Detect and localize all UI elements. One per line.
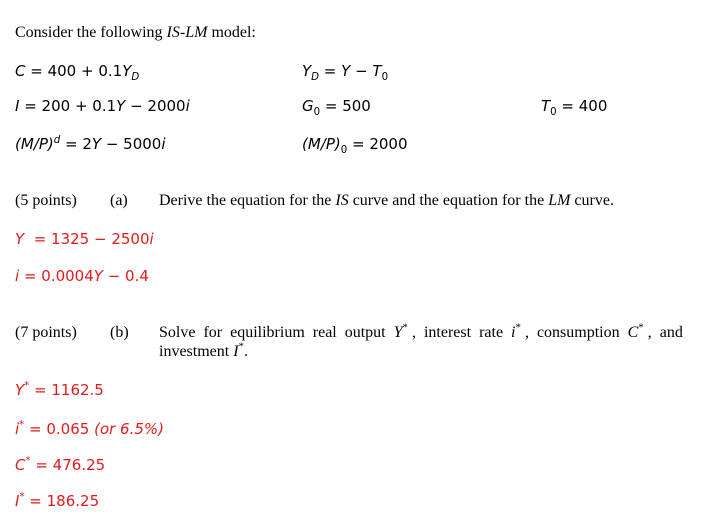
money-supply-equation: $(M/P)_0 = 2000$ <box>302 135 408 156</box>
consumption-equation: $C = 400 + 0.1Y_D$ <box>15 62 140 83</box>
part-a-points: (5 points) <box>15 192 77 209</box>
money-demand-equation: $(M/P)^d = 2Y - 5000i$ <box>15 135 166 153</box>
government-equation: $G_0 = 500$ <box>302 97 371 118</box>
equilibrium-interest-answer: i* = 0.065 (or 6.5%) <box>15 420 165 438</box>
taxes-equation: $T_0 = 400$ <box>541 97 608 118</box>
part-b-question-line1: Solve for equilibrium real output Y* , interest rate i* , consumption C* , and <box>159 321 683 341</box>
equilibrium-consumption-answer: C* = 476.25 <box>15 456 106 474</box>
part-b-label: (b) <box>110 324 129 341</box>
disposable-income-equation: $Y_D = Y - T_0$ <box>302 62 389 83</box>
part-b-points: (7 points) <box>15 324 77 341</box>
part-a-question: Derive the equation for the IS curve and the equation for the LM curve. <box>159 192 614 209</box>
is-curve-answer: Y = 1325 − 2500i <box>15 230 154 248</box>
intro-text: Consider the following IS-LM model: <box>15 24 256 41</box>
part-b-question-line2: investment I*. <box>159 340 248 360</box>
lm-curve-answer: i = 0.0004Y − 0.4 <box>15 267 149 285</box>
investment-equation: I = 200 + 0.1Y − 2000i <box>15 97 190 115</box>
equilibrium-investment-answer: I* = 186.25 <box>15 492 100 510</box>
part-a-label: (a) <box>110 192 128 209</box>
equilibrium-output-answer: Y* = 1162.5 <box>15 381 104 399</box>
